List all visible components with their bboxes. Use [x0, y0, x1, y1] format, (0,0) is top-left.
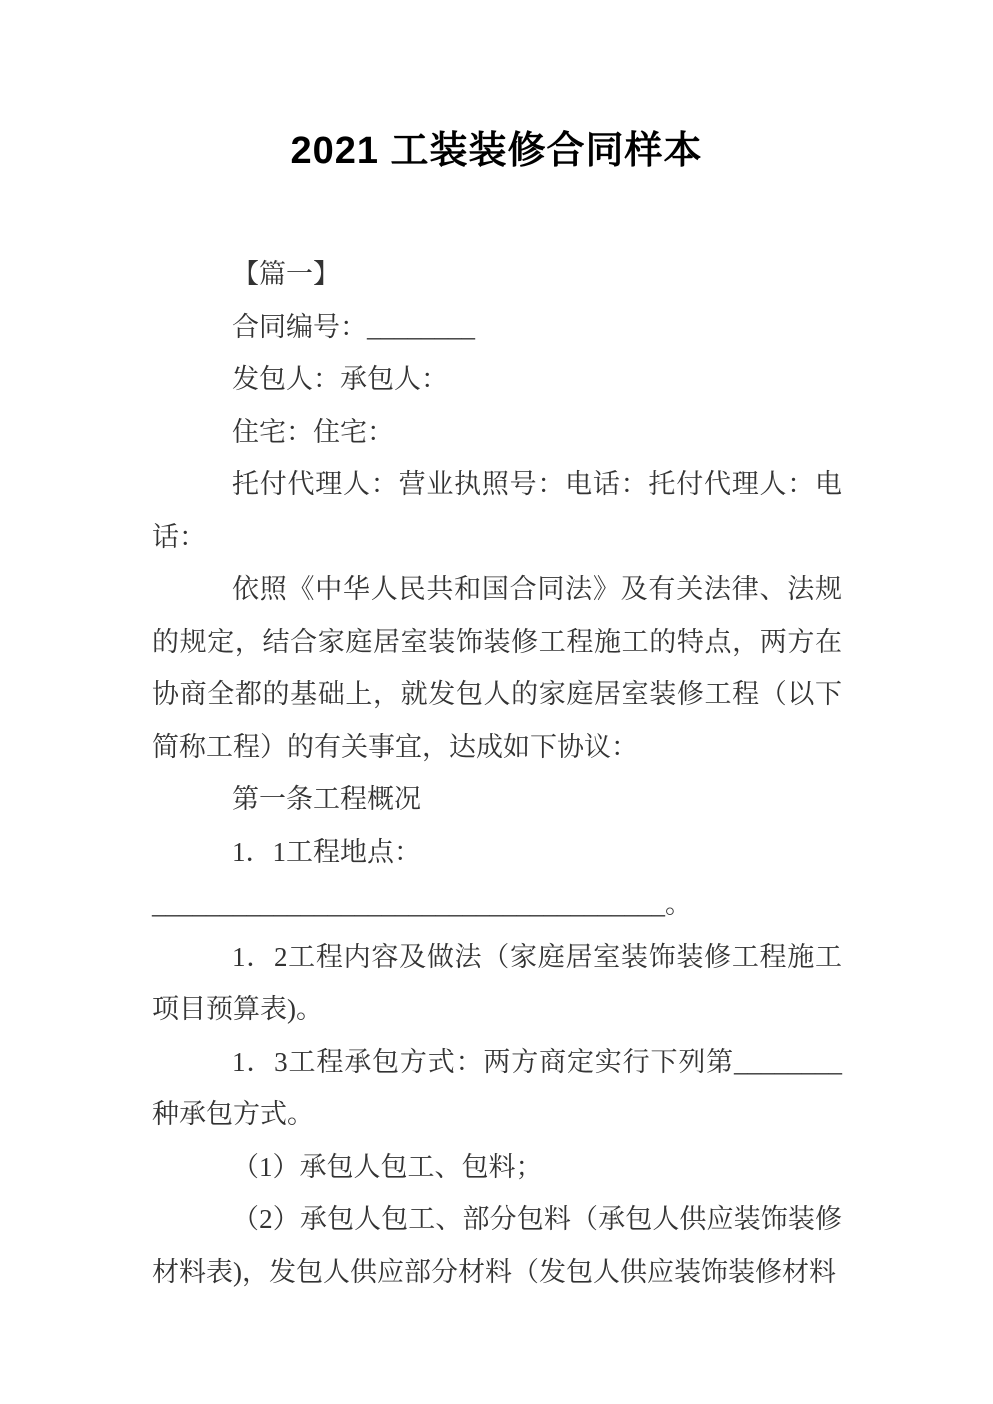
paragraph-article1-heading: 第一条工程概况: [232, 784, 421, 814]
paragraph-option-1: （1）承包人包工、包料；: [232, 1151, 543, 1182]
paragraph-blank-fill-line: ______________________________________。: [152, 889, 692, 919]
document-title: 2021 工装装修合同样本: [290, 130, 703, 172]
document-body: [152, 248, 842, 1298]
paragraph-contract-number: 合同编号：________: [232, 311, 475, 342]
paragraph-1-2-content: 1．2工程内容及做法（家庭居室装饰装修工程施工项目预算表)。: [152, 941, 842, 1024]
paragraph-1-1-location: 1．1工程地点：: [232, 836, 421, 867]
paragraph-preamble: 依照《中华人民共和国合同法》及有关法律、法规的规定，结合家庭居室装饰装修工程施工的特点，两方在协商全都的基础上，就发包人的家庭居室装修工程（以下简称工程）的有关事宜，达成如下协议：: [152, 574, 842, 762]
section-label: 【篇一】: [232, 259, 340, 289]
paragraph-agents: 托付代理人：营业执照号：电话：托付代理人：电话：: [152, 469, 842, 552]
paragraph-1-3-contract-mode: 1．3工程承包方式：两方商定实行下列第________种承包方式。: [152, 1046, 842, 1129]
paragraph-option-2: （2）承包人包工、部分包料（承包人供应装饰装修材料表)，发包人供应部分材料（发包人供应装饰装修材料: [152, 1204, 842, 1287]
paragraph-parties: 发包人：承包人：: [232, 364, 448, 394]
paragraph-residence: 住宅：住宅：: [232, 416, 394, 447]
